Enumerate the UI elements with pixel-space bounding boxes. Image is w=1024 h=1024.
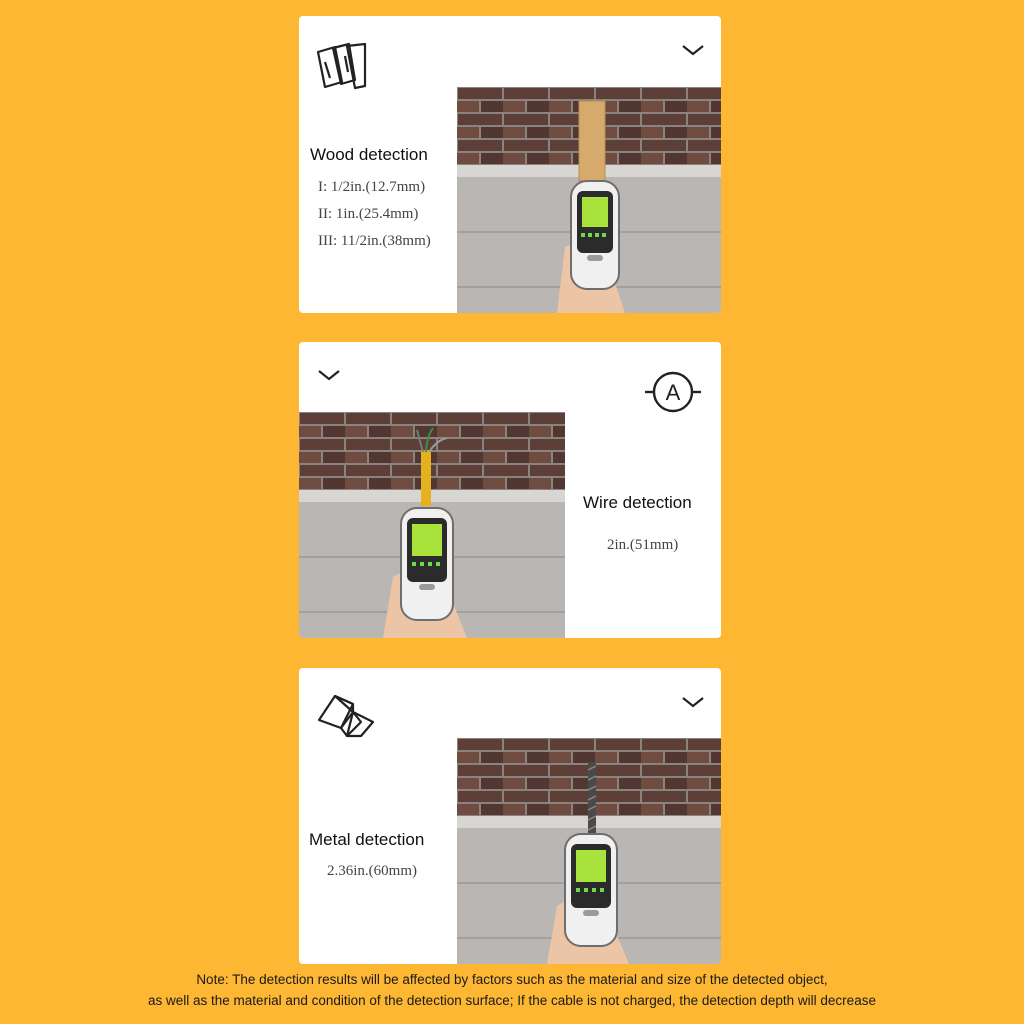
spec-line: I: 1/2in.(12.7mm) xyxy=(318,179,426,195)
chevron-down-icon[interactable] xyxy=(680,694,706,710)
detector-wire-photo xyxy=(299,412,565,638)
metal-detection-card xyxy=(299,668,721,964)
spec-line: III: 11/2in.(38mm) xyxy=(318,233,431,249)
svg-text:A: A xyxy=(665,380,681,405)
note-line-2: as well as the material and condition of the detection surface; If the cable is not charged, the detection depth will decrease xyxy=(148,993,876,1008)
card-title: Wood detection xyxy=(310,145,428,164)
detector-wood-photo xyxy=(457,87,721,313)
card-title: Wire detection xyxy=(583,493,692,512)
spec-line: II: 1in.(25.4mm) xyxy=(318,206,419,222)
metal-ingots-icon xyxy=(317,694,377,745)
wire-detection-card xyxy=(299,342,721,638)
spec-line: 2.36in.(60mm) xyxy=(327,863,417,879)
wood-detection-card xyxy=(299,16,721,313)
chevron-down-icon[interactable] xyxy=(316,367,342,383)
chevron-down-icon[interactable] xyxy=(680,42,706,58)
ac-circle-icon xyxy=(645,370,701,419)
detector-metal-photo xyxy=(457,738,721,964)
wood-planks-icon xyxy=(315,42,369,97)
note-line-1: Note: The detection results will be affected by factors such as the material and size of the detected object, xyxy=(196,972,828,987)
card-title: Metal detection xyxy=(309,830,425,849)
spec-line: 2in.(51mm) xyxy=(607,537,679,553)
